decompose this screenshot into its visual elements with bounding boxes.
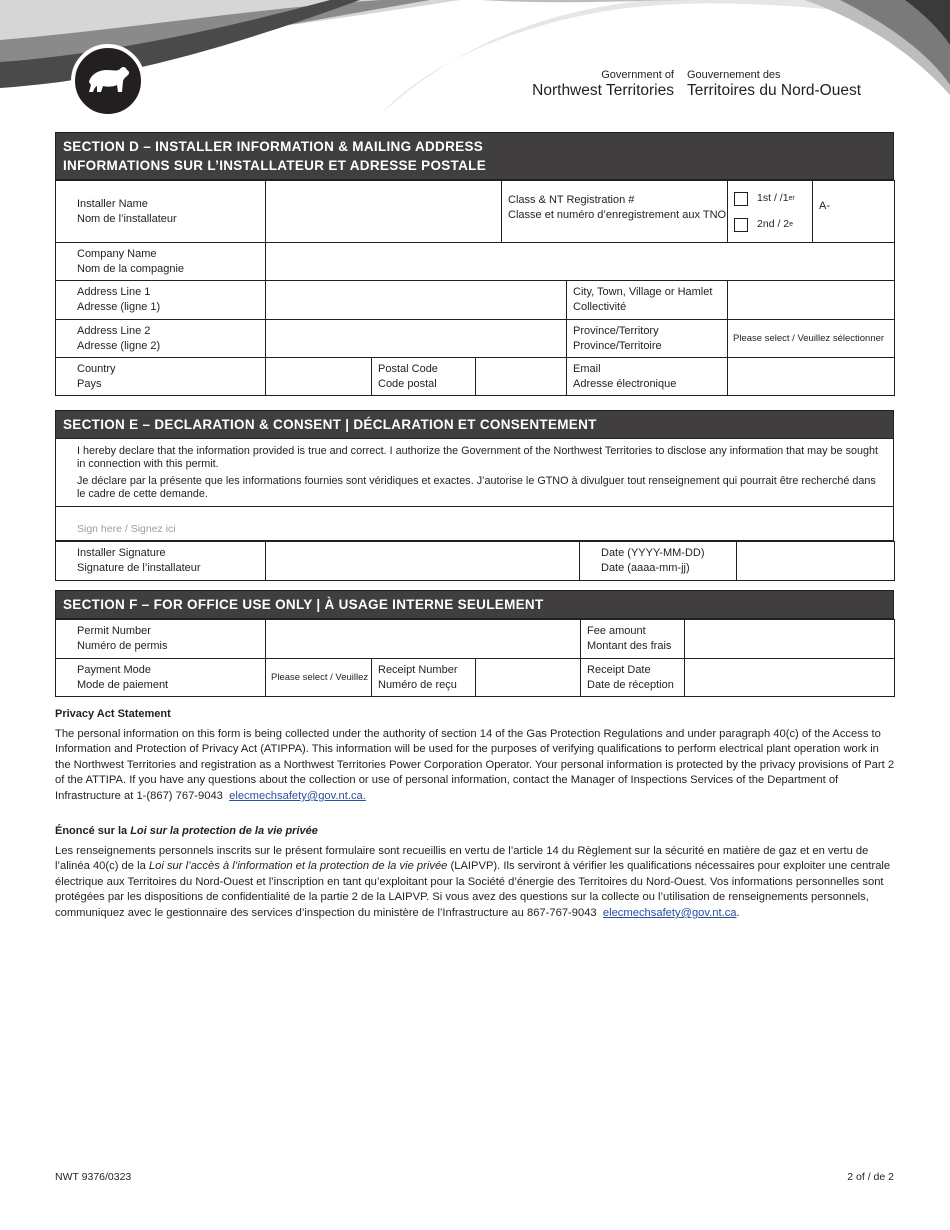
- address-line-2-input[interactable]: [266, 320, 567, 358]
- payment-mode-label: Payment Mode Mode de paiement: [56, 659, 266, 697]
- privacy-statement-en: [55, 707, 895, 805]
- city-label: City, Town, Village or Hamlet Collectivité: [567, 281, 728, 320]
- gov-en-big: Northwest Territories: [532, 82, 674, 99]
- privacy-email-link-en[interactable]: elecmechsafety@gov.nt.ca.: [229, 789, 366, 802]
- receipt-date-input[interactable]: [685, 659, 895, 697]
- privacy-body-fr: Les renseignements personnels inscrits sur le présent formulaire sont recueillis en vertu de l’article 14 du Règlement sur la sécurité en matière de gaz et en vertu de l’alinéa 40(c) de la Loi sur l’accès à l’information et la protection de la vie privée (LAIPVP). Ils serviront à vérifier les qualifications nécessaires pour exploiter une centrale électrique aux Territoires du Nord-Ouest et l’inscription en tant qu’exploitant pour la Société d’énergie des Territoires du Nord-Ouest. Vos informations personnelles sont protégées par les dispositions de confidentialité de la partie 2 de la LAIPVP. Si vous avez des questions sur la collecte ou l’utilisation de renseignements personnels, communiquez avec le gestionnaire des services d’inspection du ministère de l’Infrastructure au 867-767-9043 elecmechsafety@gov.nt.ca.: [55, 844, 891, 919]
- sign-here-hint: Sign here / Signez ici: [55, 507, 894, 541]
- first-class-checkbox[interactable]: [734, 192, 748, 206]
- email-label: Email Adresse électronique: [567, 358, 728, 396]
- company-name-label: Company Name Nom de la compagnie: [56, 243, 266, 281]
- nwt-polar-bear-logo: [71, 44, 145, 118]
- gov-name-french: [687, 69, 861, 100]
- office-use-table: [55, 619, 895, 697]
- payment-mode-select[interactable]: Please select / Veuillez: [266, 659, 372, 697]
- email-input[interactable]: [728, 358, 895, 396]
- installer-name-input[interactable]: [266, 181, 502, 243]
- postal-code-input[interactable]: [476, 358, 567, 396]
- city-input[interactable]: [728, 281, 895, 320]
- declaration-text: [55, 439, 894, 507]
- section-e: [55, 410, 894, 581]
- signature-date-input[interactable]: [737, 542, 895, 581]
- company-name-input[interactable]: [266, 243, 895, 281]
- fee-amount-input[interactable]: [685, 620, 895, 659]
- second-class-checkbox[interactable]: [734, 218, 748, 232]
- privacy-body-en: The personal information on this form is being collected under the authority of section 14 of the Gas Protection Regulations and under paragraph 40(c) of the Access to Information and Protection of Privacy Act (ATIPPA). This information will be used for the purposes of verifying qualifications to perform electrical plant operation work in the Northwest Territories and registration as a Northwest Territories Power Corporation Operator. Your personal information is protected by the privacy provisions of Part 2 of the ATTIPA. If you have any questions about the collection or use of personal information, contact the Manager of Inspections Services of the Department of Infrastructure at 1-(867) 767-9043 elecmechsafety@gov.nt.ca.: [55, 727, 895, 802]
- province-label: Province/Territory Province/Territoire: [567, 320, 728, 358]
- receipt-number-label: Receipt Number Numéro de reçu: [372, 659, 476, 697]
- section-f-title: SECTION F – FOR OFFICE USE ONLY | À USAGE INTERNE SEULEMENT: [63, 597, 544, 612]
- address-line-1-input[interactable]: [266, 281, 567, 320]
- country-input[interactable]: [266, 358, 372, 396]
- province-select[interactable]: Please select / Veuillez sélectionner: [728, 320, 895, 358]
- permit-number-label: Permit Number Numéro de permis: [56, 620, 266, 659]
- gov-name-english: [524, 69, 674, 100]
- class-checkbox-group: 1st / /1 er 2nd / 2 e: [728, 181, 813, 243]
- section-d-title-fr: INFORMATIONS SUR L’INSTALLATEUR ET ADRESSE POSTALE: [63, 158, 487, 173]
- signature-table: [55, 541, 895, 581]
- privacy-heading-fr: Énoncé sur la Loi sur la protection de la vie privée: [55, 825, 318, 837]
- receipt-date-label: Receipt Date Date de réception: [581, 659, 685, 697]
- section-f: [55, 590, 894, 697]
- form-number: NWT 9376/0323: [55, 1171, 132, 1183]
- section-e-title: SECTION E – DECLARATION & CONSENT | DÉCLARATION ET CONSENTEMENT: [63, 417, 597, 432]
- privacy-statement-fr: [55, 824, 895, 922]
- privacy-heading-en: Privacy Act Statement: [55, 708, 171, 720]
- declaration-en: I hereby declare that the information provided is true and correct. I authorize the Government of the Northwest Territories to disclose any information that may be sought in connection with this permit.: [77, 445, 878, 470]
- gov-fr-big: Territoires du Nord-Ouest: [687, 82, 862, 99]
- installer-signature-label: Installer Signature Signature de l’installateur: [56, 542, 266, 581]
- declaration-fr: Je déclare par la présente que les informations fournies sont véridiques et exactes. J’autorise le GTNO à divulguer tout renseignement qui pourrait être recherché dans le cadre de cette demande.: [77, 475, 876, 500]
- section-d: [55, 132, 894, 396]
- fee-amount-label: Fee amount Montant des frais: [581, 620, 685, 659]
- polar-bear-icon: [85, 62, 131, 96]
- section-e-header: [55, 410, 894, 439]
- class-registration-label: Class & NT Registration # Classe et numéro d’enregistrement aux TNO: [502, 181, 728, 243]
- signature-date-label: Date (YYYY-MM-DD) Date (aaaa-mm-jj): [580, 542, 737, 581]
- privacy-email-link-fr[interactable]: elecmechsafety@gov.nt.ca: [602, 906, 737, 919]
- section-d-header: [55, 132, 894, 180]
- permit-number-input[interactable]: [266, 620, 581, 659]
- address-line-2-label: Address Line 2 Adresse (ligne 2): [56, 320, 266, 358]
- gov-en-small: Government of: [601, 69, 674, 81]
- postal-code-label: Postal Code Code postal: [372, 358, 476, 396]
- installer-name-label: Installer Name Nom de l’installateur: [56, 181, 266, 243]
- registration-prefix: A-: [819, 200, 831, 212]
- section-f-header: [55, 590, 894, 619]
- registration-number-input[interactable]: [813, 181, 895, 243]
- gov-fr-small: Gouvernement des: [687, 69, 781, 81]
- address-line-1-label: Address Line 1 Adresse (ligne 1): [56, 281, 266, 320]
- installer-signature-input[interactable]: [266, 542, 580, 581]
- receipt-number-input[interactable]: [476, 659, 581, 697]
- page-number: 2 of / de 2: [847, 1171, 894, 1183]
- section-d-title-en: SECTION D – INSTALLER INFORMATION & MAILING ADDRESS: [63, 139, 484, 154]
- installer-info-table: [55, 180, 895, 396]
- country-label: Country Pays: [56, 358, 266, 396]
